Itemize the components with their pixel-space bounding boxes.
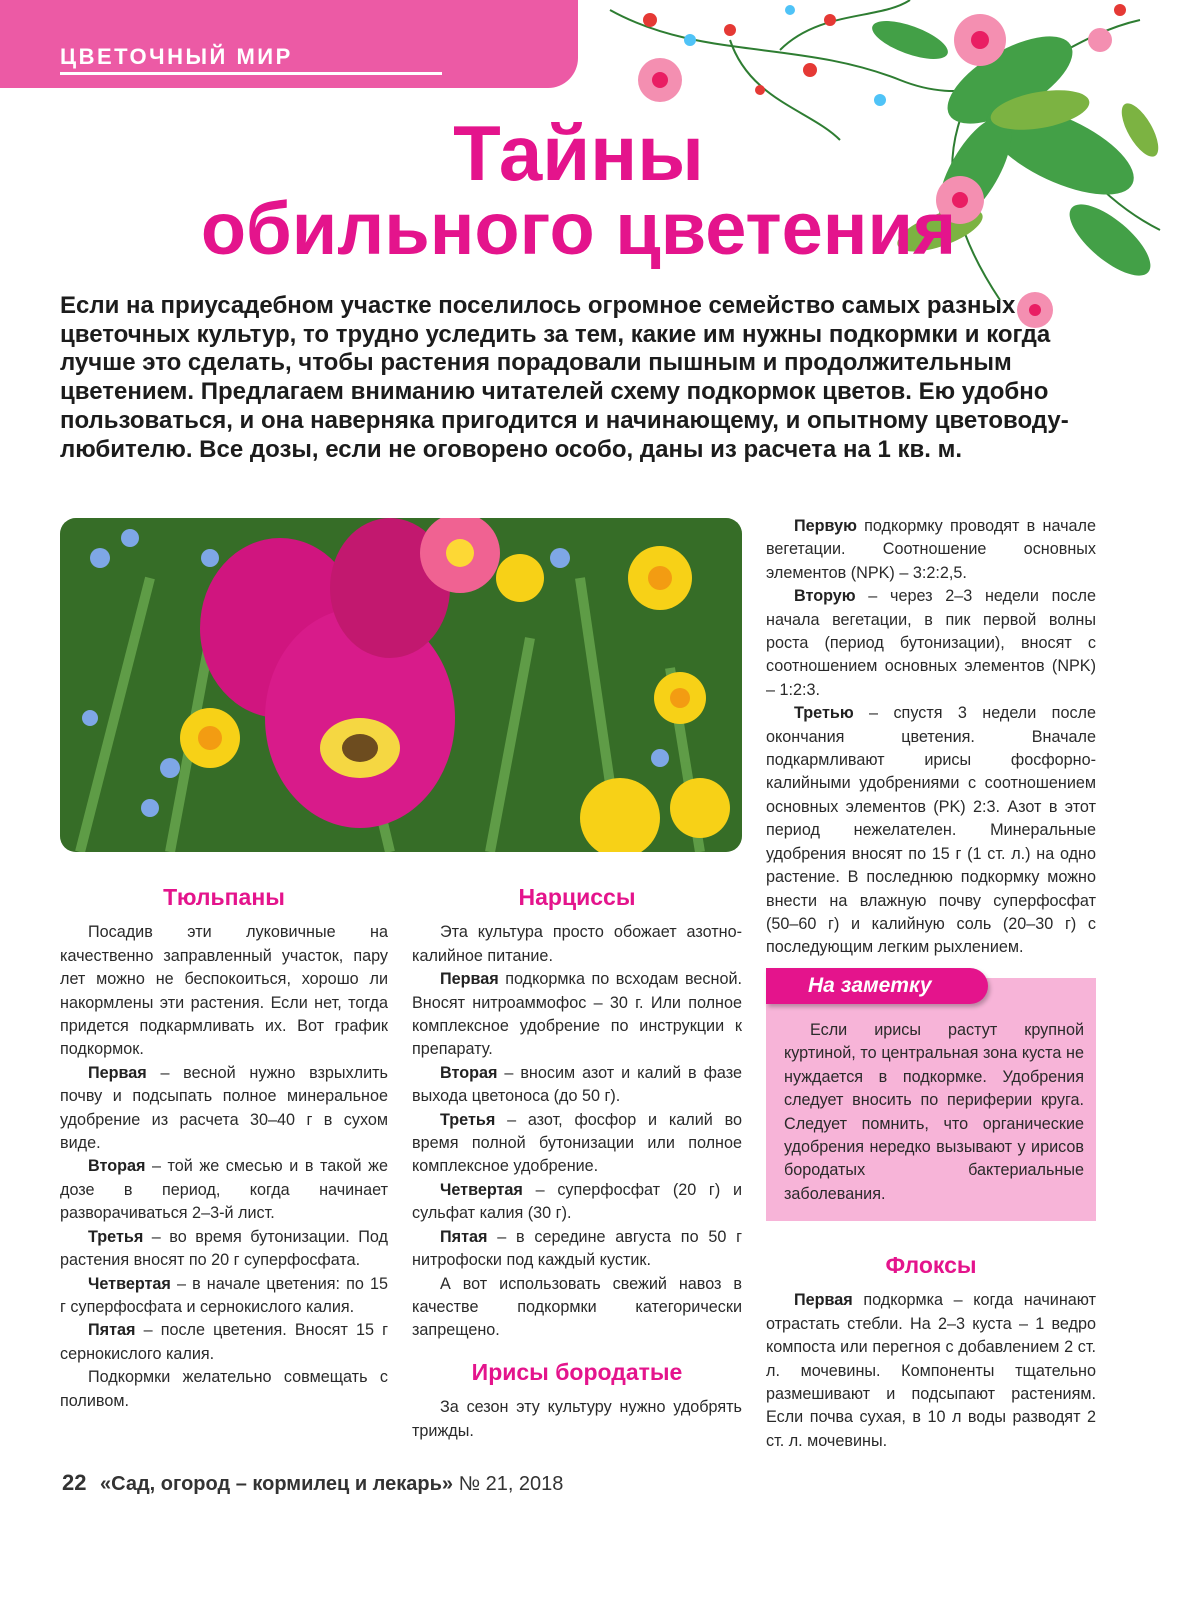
tulips-section bbox=[60, 886, 388, 1413]
lead-paragraph: Если на приусадебном участке поселилось огромное семейство самых разных цветочных культур, то трудно уследить за тем, какие им нужны подкормки и когда лучше это сделать, чтобы растения порадовали пышным и продолжительным цветением. Предлагаем вниманию читателей схему подкормок цветов. Ею удобно пользоваться, и она наверняка пригодится и начинающему, и опытному цветоводу-любителю. Все дозы, если не оговорено особо, даны из расчета на 1 кв. м. bbox=[60, 292, 1069, 463]
magazine-title: «Сад, огород – кормилец и лекарь» bbox=[100, 1473, 453, 1495]
narcissus-intro: Эта культура просто обожает азотно-калийное питание. bbox=[412, 923, 742, 965]
section-divider bbox=[60, 72, 442, 75]
section-label: ЦВЕТОЧНЫЙ МИР bbox=[60, 44, 293, 69]
phlox-section bbox=[766, 1254, 1096, 1453]
iris-feeding-2: Вторую – через 2–3 недели после начала вегетации, в пик первой волны роста (период бутонизации), вносят с соотношением основных элементов (NPK) – 1:2:3. bbox=[766, 587, 1096, 699]
narcissus-outro: А вот использовать свежий навоз в качестве подкормки категорически запрещено. bbox=[412, 1274, 742, 1340]
iris-intro: За сезон эту культуру нужно удобрять трижды. bbox=[412, 1398, 742, 1440]
issue-info: № 21, 2018 bbox=[458, 1473, 564, 1495]
narcissus-section bbox=[412, 886, 742, 1443]
iris-feeding-3: Третью – спустя 3 недели после окончания цветения. Вначале подкармливают ирисы фосфорно-калийными удобрениями с соотношением основных элементов (PK) 2:3. Азот в этот период нежелателен. Минеральные удобрения вносят по 15 г (1 ст. л.) на одно растение. В последнюю подкормку можно внести на влажную почву суперфосфат (50–60 г) и калийную соль (20–30 г) с последующим легким рыхлением. bbox=[766, 704, 1096, 957]
note-label: На заметку bbox=[808, 974, 932, 997]
iris-heading: Ирисы бородатые bbox=[471, 1358, 683, 1385]
article-title-line1: Тайны bbox=[453, 109, 704, 197]
section-tab bbox=[0, 0, 578, 88]
tulips-outro: Подкормки желательно совмещать с поливом. bbox=[60, 1368, 388, 1410]
iris-feeding-1: Первую подкормку проводят в начале вегетации. Соотношение основных элементов (NPK) – 3:2:2,5. bbox=[766, 517, 1096, 582]
tulips-feeding-4: Четвертая – в начале цветения: по 15 г суперфосфата и сернокислого калия. bbox=[60, 1274, 388, 1316]
note-label-tab bbox=[766, 968, 988, 1004]
narcissus-feeding-5: Пятая – в середине августа по 50 г нитрофоски под каждый кустик. bbox=[412, 1227, 742, 1270]
note-text: Если ирисы растут крупной куртиной, то центральная зона куста не нуждается в подкормке. Удобрения следует вносить по периферии круга. Следует помнить, что органические удобрения нередко вызывают у ирисов бородатых бактериальные заболевания. bbox=[784, 1021, 1084, 1203]
flowers-photo bbox=[60, 518, 742, 852]
page-footer bbox=[62, 1470, 563, 1496]
phlox-feeding-1: Первая подкормка – когда начинают отрастать стебли. На 2–3 куста – 1 ведро компоста или перегноя с добавлением 2 ст. л. мочевины. Компоненты тщательно размешивают и подсыпают растениям. Если почва сухая, в 10 л воды разводят 2 ст. л. мочевины. bbox=[766, 1291, 1096, 1450]
narcissus-feeding-3: Третья – азот, фосфор и калий во время полной бутонизации или полное комплексное удобрение. bbox=[412, 1110, 742, 1176]
tulips-feeding-3: Третья – во время бутонизации. Под растения вносят по 20 г суперфосфата. bbox=[60, 1227, 388, 1270]
phlox-heading: Флоксы bbox=[885, 1252, 977, 1278]
tulips-feeding-1: Первая – весной нужно взрыхлить почву и подсыпать полное минеральное удобрение из расчета 30–40 г в сухом виде. bbox=[60, 1063, 388, 1153]
tulips-feeding-5: Пятая – после цветения. Вносят 15 г сернокислого калия. bbox=[60, 1321, 388, 1363]
article-title-line2: обильного цветения bbox=[200, 187, 957, 270]
tulips-intro: Посадив эти луковичные на качественно заправленный участок, пару лет можно не беспокоиться, хорошо ли накормлены эти растения. Если нет, тогда придется подкармливать их. Вот график подкормок. bbox=[60, 923, 388, 1059]
narcissus-feeding-4: Четвертая – суперфосфат (20 г) и сульфат калия (30 г). bbox=[412, 1180, 742, 1223]
narcissus-feeding-1: Первая подкормка по всходам весной. Вносят нитроаммофос – 30 г. Или полное комплексное удобрение по инструкции к препарату. bbox=[412, 970, 742, 1059]
narcissus-feeding-2: Вторая – вносим азот и калий в фазе выхода цветоноса (до 50 г). bbox=[412, 1063, 742, 1106]
narcissus-heading: Нарциссы bbox=[518, 884, 636, 910]
tulips-heading: Тюльпаны bbox=[163, 884, 285, 910]
tulips-feeding-2: Вторая – той же смесью и в такой же дозе в период, когда начинает разворачиваться 2–3-й лист. bbox=[60, 1157, 388, 1223]
page-number: 22 bbox=[62, 1470, 87, 1495]
iris-section bbox=[766, 515, 1096, 960]
